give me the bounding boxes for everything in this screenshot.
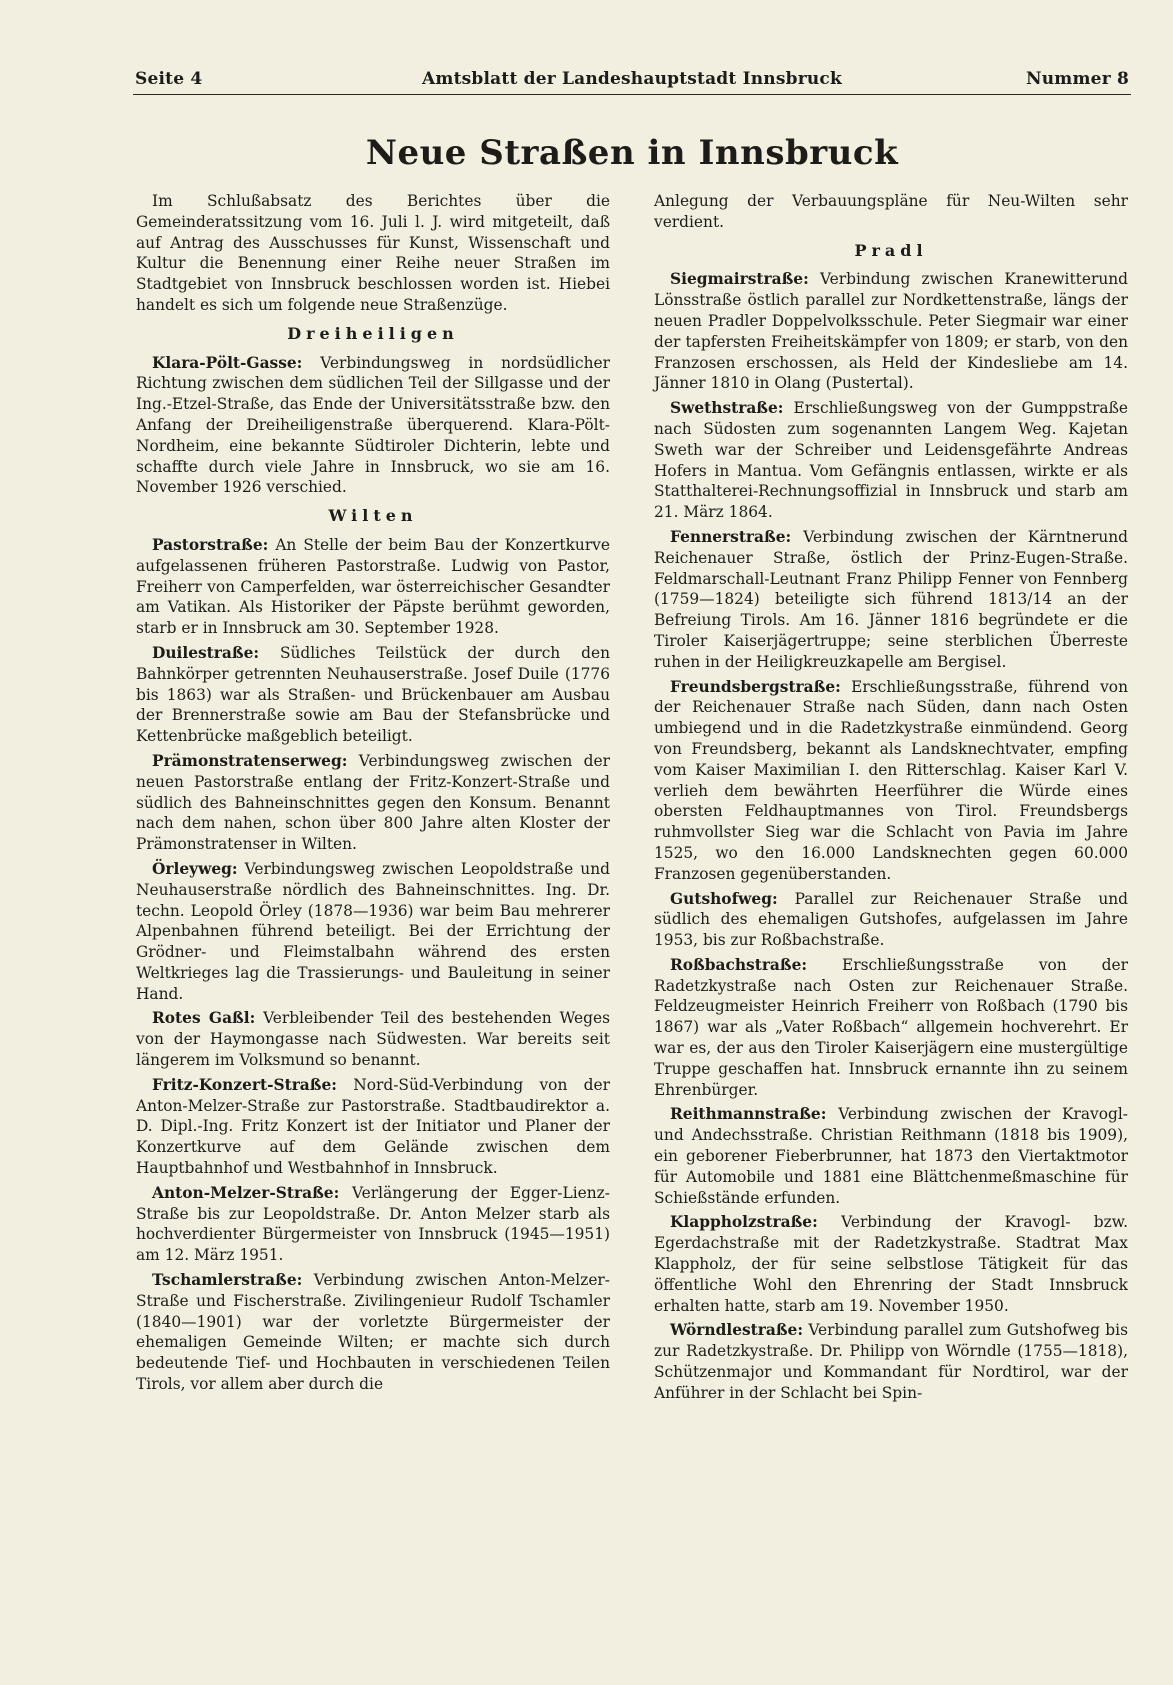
street-name: Fritz-Konzert-Straße: — [152, 1075, 337, 1094]
street-entry — [654, 955, 1128, 1101]
street-name: Pastorstraße: — [152, 535, 269, 554]
section-heading-dreiheiligen: Dreiheiligen — [287, 323, 459, 343]
street-description: Südliches Teilstück der durch den Bahnkörper getrennten Neuhauserstraße. Josef Duile (1776 bis 1863) war als Straßen- und Brückenbauer am Ausbau der Brennerstraße sowie am Bau der Stefansbrücke und Kettenbrücke maßgeblich beteiligt. — [136, 643, 610, 746]
street-entry — [654, 269, 1128, 394]
street-name: Anton-Melzer-Straße: — [152, 1183, 340, 1202]
intro-paragraph: Im Schlußabsatz des Berichtes über die Gemeinderatssitzung vom 16. Juli l. J. wird mitgeteilt, daß auf Antrag des Ausschusses für Kunst, Wissenschaft und Kultur die Benennung einer Reihe neuer Straßen im Stadtgebiet von Innsbruck beschlossen worden ist. Hiebei handelt es sich um folgende neue Straßenzüge. — [136, 192, 610, 314]
street-description: An Stelle der beim Bau der Konzertkurve aufgelassenen früheren Pastorstraße. Ludwig von Pastor, Freiherr von Camperfelden, war österreichischer Gesandter am Vatikan. Als Historiker der Päpste berühmt geworden, starb er in Innsbruck am 30. September 1928. — [136, 535, 610, 638]
street-description: Verbindungsweg in nordsüdlicher Richtung zwischen dem südlichen Teil der Sillgasse und der Ing.-Etzel-Straße, das Ende der Universitätsstraße bzw. den Anfang der Dreiheiligenstraße überquerend. Klara-Pölt-Nordheim, eine bekannte Südtiroler Dichterin, lebte und schaffte durch viele Jahre in Innsbruck, wo sie am 16. November 1926 verschied. — [136, 353, 610, 497]
street-description: Verbleibender Teil des bestehenden Weges von der Haymongasse nach Südwesten. War bereits seit längerem im Volksmund so benannt. — [136, 1009, 610, 1070]
street-description: Verlängerung der Egger-Lienz-Straße bis zur Leopoldstraße. Dr. Anton Melzer starb als hochverdienter Bürgermeister von Innsbruck (1945—1951) am 12. März 1951. — [136, 1183, 610, 1265]
street-name: Wörndlestraße: — [670, 1321, 804, 1340]
street-description: Verbindungsweg zwischen Leopoldstraße und Neuhauserstraße nördlich des Bahneinschnittes. Ing. Dr. techn. Leopold Örley (1878—1936) war beim Bau mehrerer Alpenbahnen führend beteiligt. Bei der Errichtung der Grödner- und Fleimstalbahn während des ersten Weltkrieges lag die Trassierungs- und Bauleitung in seiner Hand. — [136, 859, 610, 1003]
street-name: Tschamlerstraße: — [152, 1271, 303, 1290]
street-name: Fennerstraße: — [670, 527, 792, 546]
street-entry — [654, 677, 1128, 885]
street-name: Roßbachstraße: — [670, 955, 808, 974]
issue-number: Nummer 8 — [1026, 69, 1129, 89]
street-name: Örleyweg: — [152, 859, 238, 878]
street-entry — [654, 1104, 1128, 1208]
street-entry — [136, 535, 610, 639]
street-description: Nord-Süd-Verbindung von der Anton-Melzer-Straße zur Pastorstraße. Stadtbaudirektor a. D. Dipl.-Ing. Fritz Konzert ist der Initiator und Planer der Konzertkurve auf dem Gelände zwischen dem Hauptbahnhof und Westbahnhof in Innsbruck. — [136, 1075, 610, 1178]
section-heading-pradl: Pradl — [854, 240, 928, 260]
street-description: Verbindung zwischen der Kärntnerund Reichenauer Straße, östlich der Prinz-Eugen-Straße. Feldmarschall-Leutnant Franz Philipp Fenner von Fennberg (1759—1824) beteiligte sich führend 1813/14 an der Befreiung Tirols. Am 16. Jänner 1816 begründete er die Tiroler Kaiserjägertruppe; seine sterblichen Überreste ruhen in der Heiligkreuzkapelle am Bergisel. — [654, 527, 1128, 671]
street-entry — [136, 353, 610, 499]
street-description: Parallel zur Reichenauer Straße und südlich des ehemaligen Gutshofes, aufgelassen im Jahre 1953, bis zur Roßbachstraße. — [654, 889, 1128, 950]
street-name: Prämonstratenserweg: — [152, 751, 348, 770]
street-entry — [136, 859, 610, 1005]
street-description: Verbindung parallel zum Gutshofweg bis zur Radetzkystraße. Dr. Philipp von Wörndle (1755—1818), Schützenmajor und Kommandant für Nordtirol, war der Anführer in der Schlacht bei Spin- — [654, 1321, 1128, 1402]
left-column — [136, 191, 610, 1399]
street-name: Duilestraße: — [152, 643, 260, 662]
street-description: Verbindung zwischen Anton-Melzer-Straße und Fischerstraße. Zivilingenieur Rudolf Tschamler (1840—1901) war der vorletzte Bürgermeister der ehemaligen Gemeinde Wilten; er machte sich durch bedeutende Tief- und Hochbauten in verschiedenen Teilen Tirols, vor allem aber durch die — [136, 1271, 610, 1394]
street-name: Reithmannstraße: — [670, 1105, 827, 1124]
street-entry — [654, 1212, 1128, 1316]
page-header — [133, 68, 1131, 95]
article-title: Neue Straßen in Innsbruck — [365, 133, 899, 173]
street-description: Verbindung der Kravogl- bzw. Egerdachstraße mit der Radetzkystraße. Stadtrat Max Klappholz, der für seine selbstlose Tätigkeit für das öffentliche Wohl den Ehrenring der Stadt Innsbruck erhalten hatte, starb am 19. November 1950. — [654, 1213, 1128, 1315]
street-name: Klappholzstraße: — [670, 1213, 818, 1232]
street-entry — [654, 889, 1128, 951]
street-name: Freundsbergstraße: — [670, 677, 841, 696]
street-name: Rotes Gaßl: — [152, 1009, 256, 1028]
publication-title: Amtsblatt der Landeshauptstadt Innsbruck — [422, 69, 842, 89]
street-entry — [136, 643, 610, 747]
street-description: Erschließungsstraße von der Radetzkystraße nach Osten zur Reichenauer Straße. Feldzeugmeister Heinrich Freiherr von Roßbach (1790 bis 1867) war als „Vater Roßbach“ allgemein hochverehrt. Er war es, der aus den Tiroler Kaiserjägern eine mustergültige Truppe geschaffen hat. Innsbruck ernannte ihn zu seinem Ehrenbürger. — [654, 955, 1128, 1099]
street-description: Erschließungsstraße, führend von der Reichenauer Straße nach Süden, dann nach Osten umbiegend und in die Radetzkystraße einmündend. Georg von Freundsberg, bekannt als Landsknechtvater, empfing vom Kaiser Maximilian I. den Ritterschlag. Kaiser Karl V. verlieh dem bewährten Heerführer die Würde eines obersten Feldhauptmannes von Tirol. Freundsbergs ruhmvollster Sieg war die Schlacht von Pavia im Jahre 1525, wo den 16.000 Landsknechten gegen 60.000 Franzosen gegenüberstanden. — [654, 677, 1128, 883]
street-description: Verbindungsweg zwischen der neuen Pastorstraße entlang der Fritz-Konzert-Straße und südlich des Bahneinschnittes gegen den Konsum. Benannt nach dem nahen, schon über 800 Jahre alten Kloster der Prämonstratenser in Wilten. — [136, 751, 610, 854]
street-name: Klara-Pölt-Gasse: — [152, 353, 303, 372]
street-entry — [136, 1075, 610, 1179]
page-number: Seite 4 — [135, 69, 203, 89]
street-entry — [654, 1320, 1128, 1403]
street-entry — [136, 1270, 610, 1395]
street-entry — [136, 1183, 610, 1266]
street-name: Swethstraße: — [670, 399, 784, 418]
street-description: Verbindung zwischen Kranewitterund Lönsstraße östlich parallel zur Nordkettenstraße, längs der neuen Pradler Doppelvolksschule. Peter Siegmair war einer der tapfersten Freiheitskämpfer von 1809; er starb, von den Franzosen erschossen, als Held der Kindesliebe am 14. Jänner 1810 in Olang (Pustertal). — [654, 270, 1128, 393]
street-entry — [654, 527, 1128, 673]
street-description: Verbindung zwischen der Kravogl- und Andechsstraße. Christian Reithmann (1818 bis 1909), ein geborener Fieberbrunner, hat 1873 den Viertaktmotor für Automobile und 1881 eine Blättchenmeßmaschine für Schießstände erfunden. — [654, 1105, 1128, 1207]
street-description: Erschließungsweg von der Gumppstraße nach Südosten zum sogenannten Langem Weg. Kajetan Sweth war der Schreiber und Leidensgefährte Andreas Hofers in Mantua. Vom Gefängnis entlassen, wirkte er als Statthalterei-Rechnungsoffizial in Innsbruck und starb am 21. März 1864. — [654, 399, 1128, 522]
street-entry — [136, 751, 610, 855]
street-name: Gutshofweg: — [670, 889, 778, 908]
continued-paragraph: Anlegung der Verbauungspläne für Neu-Wilten sehr verdient. — [654, 192, 1128, 231]
right-column — [654, 191, 1128, 1408]
street-entry — [136, 1008, 610, 1070]
street-entry — [654, 398, 1128, 523]
section-heading-wilten: Wilten — [328, 506, 418, 526]
street-name: Siegmairstraße: — [670, 270, 809, 289]
